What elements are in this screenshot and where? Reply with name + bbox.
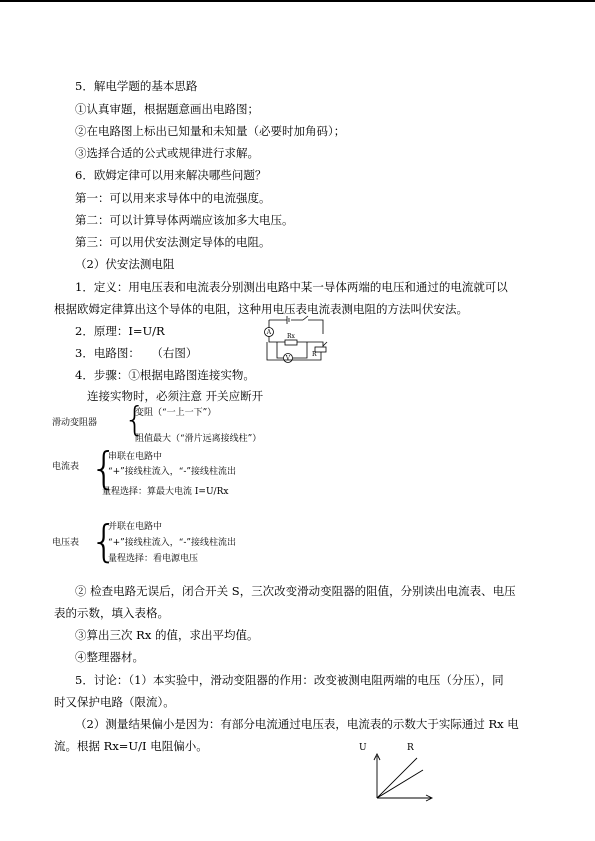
u-i-graph xyxy=(355,740,435,802)
definition-line-2: 根据欧姆定律算出这个导体的电阻，这种用电压表电流表测电阻的方法叫伏安法。 xyxy=(54,302,468,316)
ammeter-item-1: 串联在电路中 xyxy=(108,452,163,462)
voltmeter-item-3: 量程选择：看电源电压 xyxy=(108,554,199,564)
graph-line-label: R xyxy=(407,743,414,753)
step-2: ②在电路图上标出已知量和未知量（必要时加角码）； xyxy=(75,124,346,138)
calculate-line: ③算出三次 Rx 的值，求出平均值。 xyxy=(75,628,259,642)
rheostat-item-1: 变阻（“一上一下”） xyxy=(135,408,217,418)
circuit-diagram xyxy=(255,316,335,366)
voltmeter-item-2: “+”接线柱流入，“-”接线柱流出 xyxy=(108,538,236,548)
error-line-1: （2）测量结果偏小是因为：有部分电流通过电压表，电流表的示数大于实际通过 Rx 电 xyxy=(75,717,519,731)
use-2: 第二：可以计算导体两端应该加多大电压。 xyxy=(75,213,294,227)
ammeter-item-3: 量程选择：算最大电流 I=U/Rx xyxy=(102,487,229,497)
ammeter-item-2: “+”接线柱流入，“-”接线柱流出 xyxy=(108,467,236,477)
step-1: ①认真审题，根据题意画出电路图； xyxy=(75,102,259,116)
heading-6: 6．欧姆定律可以用来解决哪些问题？ xyxy=(75,168,267,182)
discussion-line-2: 时又保护电路（限流）。 xyxy=(54,695,175,709)
discussion-line-1: 5．讨论：（1）本实验中，滑动变阻器的作用：改变被测电阻两端的电压（分压），同 xyxy=(75,673,504,687)
principle: 2．原理：I=U/R xyxy=(75,324,165,338)
circuit-rheostat-label: R xyxy=(312,351,317,358)
definition-line-1: 1．定义：用电压表和电流表分别测出电路中某一导体两端的电压和通过的电流就可以 xyxy=(75,280,508,294)
error-line-2: 流。根据 Rx=U/I 电阻偏小。 xyxy=(54,739,208,753)
circuit-resistor-label: Rx xyxy=(287,333,295,340)
voltmeter-item-1: 并联在电路中 xyxy=(108,522,163,532)
graph-y-label: U xyxy=(359,743,367,753)
circuit-ammeter-symbol: A xyxy=(266,329,272,337)
procedure: 4．步骤：①根据电路图连接实物。 xyxy=(75,368,255,382)
voltmeter-label: 电压表 xyxy=(52,538,80,548)
check-line-2: 表的示数，填入表格。 xyxy=(54,606,169,620)
heading-5: 5．解电学题的基本思路 xyxy=(75,79,198,93)
rheostat-label: 滑动变阻器 xyxy=(52,418,98,428)
rheostat-item-2: 阻值最大（“滑片远离接线柱”） xyxy=(135,434,262,444)
rheostat-brace: { xyxy=(124,400,146,440)
step-3: ③选择合适的公式或规律进行求解。 xyxy=(75,146,259,160)
use-3: 第三：可以用伏安法测定导体的电阻。 xyxy=(75,235,271,249)
voltmeter-brace: { xyxy=(90,516,118,567)
section-title: （2）伏安法测电阻 xyxy=(75,257,175,271)
top-rule xyxy=(0,0,595,2)
ammeter-label: 电流表 xyxy=(52,462,80,472)
use-1: 第一：可以用来求导体中的电流强度。 xyxy=(75,191,271,205)
check-line-1: ② 检查电路无误后，闭合开关 S，三次改变滑动变阻器的阻值，分别读出电流表、电压 xyxy=(75,584,516,598)
tidy-line: ④整理器材。 xyxy=(75,650,144,664)
connection-note: 连接实物时，必须注意 开关应断开 xyxy=(87,389,264,403)
circuit-voltmeter-symbol: V xyxy=(285,355,291,363)
ammeter-brace: { xyxy=(90,443,118,494)
circuit-diagram-label: 3．电路图： （右图） xyxy=(75,346,198,360)
